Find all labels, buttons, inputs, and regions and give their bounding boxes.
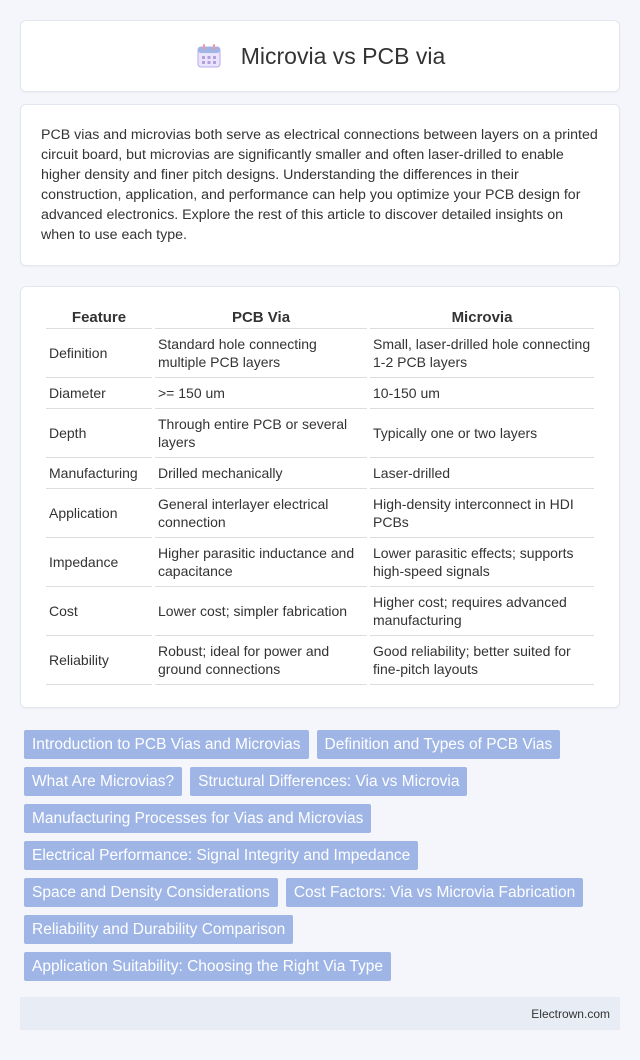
pcb-via-cell: Lower cost; simpler fabrication	[155, 587, 367, 636]
topic-tag[interactable]: Manufacturing Processes for Vias and Microvias	[24, 804, 371, 833]
table-row	[46, 489, 594, 538]
topic-tag[interactable]: Electrical Performance: Signal Integrity and Impedance	[24, 841, 418, 870]
microvia-cell: Small, laser-drilled hole connecting 1-2 PCB layers	[370, 329, 594, 378]
table-row	[46, 587, 594, 636]
table-header-row	[46, 305, 594, 329]
table-row	[46, 458, 594, 489]
calendar-icon	[195, 42, 223, 70]
column-header-pcb-via: PCB Via	[155, 305, 367, 329]
pcb-via-cell: General interlayer electrical connection	[155, 489, 367, 538]
page-title: Microvia vs PCB via	[240, 42, 446, 69]
topic-tags	[24, 730, 620, 981]
topic-tag[interactable]: Cost Factors: Via vs Microvia Fabrication	[286, 878, 583, 907]
feature-cell: Depth	[46, 409, 152, 458]
pcb-via-cell: Drilled mechanically	[155, 458, 367, 489]
title-card	[20, 20, 620, 92]
feature-cell: Diameter	[46, 378, 152, 409]
column-header-microvia: Microvia	[370, 305, 594, 329]
microvia-cell: 10-150 um	[370, 378, 594, 409]
topic-tag[interactable]: Definition and Types of PCB Vias	[317, 730, 561, 759]
microvia-cell: Good reliability; better suited for fine-pitch layouts	[370, 636, 594, 685]
column-header-feature: Feature	[46, 305, 152, 329]
topic-tag[interactable]: Reliability and Durability Comparison	[24, 915, 293, 944]
microvia-cell: High-density interconnect in HDI PCBs	[370, 489, 594, 538]
intro-paragraph: PCB vias and microvias both serve as electrical connections between layers on a printed circuit board, but microvias are significantly smaller and often laser-drilled to enable higher density and finer pitch designs. Understanding the differences in their construction, application, and performance can help you optimize your PCB design for advanced electronics. Explore the rest of this article to discover detailed insights on when to use each type.	[41, 127, 598, 243]
topic-tag[interactable]: Space and Density Considerations	[24, 878, 278, 907]
table-row	[46, 538, 594, 587]
microvia-cell: Lower parasitic effects; supports high-speed signals	[370, 538, 594, 587]
pcb-via-cell: Higher parasitic inductance and capacitance	[155, 538, 367, 587]
pcb-via-cell: Standard hole connecting multiple PCB layers	[155, 329, 367, 378]
feature-cell: Reliability	[46, 636, 152, 685]
microvia-cell: Higher cost; requires advanced manufacturing	[370, 587, 594, 636]
intro-card	[20, 104, 620, 266]
topic-tag[interactable]: Structural Differences: Via vs Microvia	[190, 767, 467, 796]
table-row	[46, 636, 594, 685]
topic-tag[interactable]: Introduction to PCB Vias and Microvias	[24, 730, 309, 759]
microvia-cell: Typically one or two layers	[370, 409, 594, 458]
feature-cell: Definition	[46, 329, 152, 378]
comparison-table	[43, 305, 597, 685]
feature-cell: Cost	[46, 587, 152, 636]
comparison-table-card	[20, 286, 620, 708]
topic-tag[interactable]: What Are Microvias?	[24, 767, 182, 796]
footer	[20, 997, 620, 1030]
table-row	[46, 329, 594, 378]
table-row	[46, 409, 594, 458]
table-body	[46, 329, 594, 685]
feature-cell: Application	[46, 489, 152, 538]
table-row	[46, 378, 594, 409]
topic-tag[interactable]: Application Suitability: Choosing the Right Via Type	[24, 952, 391, 981]
feature-cell: Manufacturing	[46, 458, 152, 489]
pcb-via-cell: Robust; ideal for power and ground connections	[155, 636, 367, 685]
microvia-cell: Laser-drilled	[370, 458, 594, 489]
pcb-via-cell: Through entire PCB or several layers	[155, 409, 367, 458]
pcb-via-cell: >= 150 um	[155, 378, 367, 409]
footer-source: Electrown.com	[531, 1006, 610, 1021]
feature-cell: Impedance	[46, 538, 152, 587]
